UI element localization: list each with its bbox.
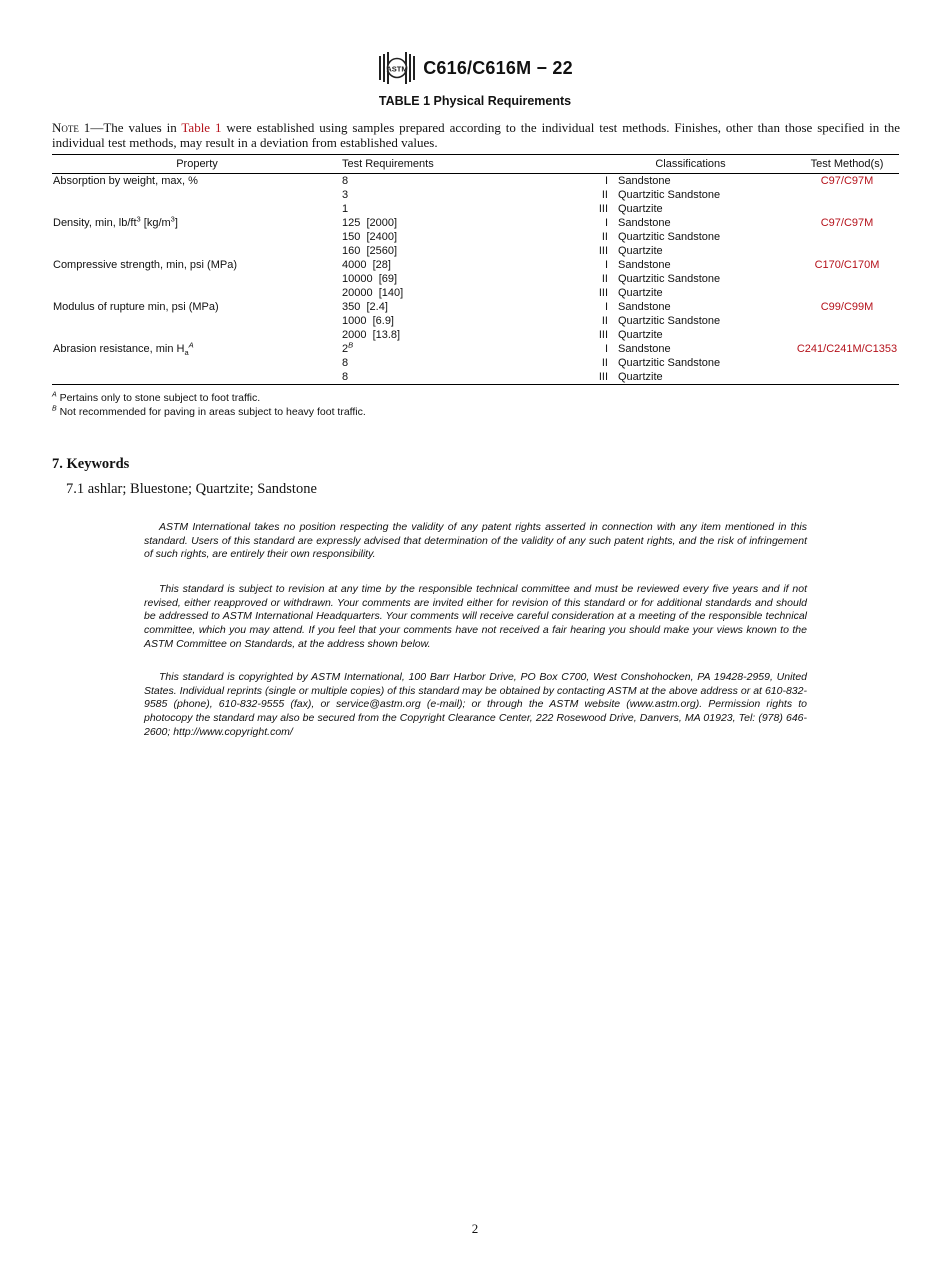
requirement-text: 2 [342,343,349,355]
cell-classification: Sandstone [618,175,671,187]
property-unit-end: ] [174,217,178,229]
cell-class-numeral: I [604,217,608,229]
cell-classification: Quartzitic Sandstone [618,357,721,369]
cell-class-numeral: III [598,203,608,215]
property-text: Compressive strength, min, psi (MPa) [53,259,237,271]
property-text: Abrasion resistance, min H [53,343,185,355]
cell-class-numeral: II [601,231,608,243]
cell-class-numeral: III [598,329,608,341]
cell-class-numeral: I [604,259,608,271]
cell-class-numeral: I [604,343,608,355]
cell-requirement [342,286,586,300]
astm-logo-icon [377,50,417,86]
property-unit-superscript: 3 [170,214,175,224]
requirement-text: 1 [342,203,349,215]
cell-requirement [342,356,586,370]
cell-classification: Sandstone [618,343,671,355]
footnote-text: Pertains only to stone subject to foot traffic. [56,392,261,404]
cell-classification: Quartzite [618,203,663,215]
cell-test-method-link[interactable]: C99/C99M [820,301,874,313]
requirement-text: 125 [2000] [342,217,398,229]
footnote-b [52,405,366,419]
table-row [52,174,899,189]
cell-test-method-link[interactable]: C97/C97M [820,217,874,229]
property-unit: [kg/m [140,217,171,229]
cell-classification: Sandstone [618,301,671,313]
cell-property [52,202,342,216]
requirement-text: 20000 [140] [342,287,404,299]
table-row [52,314,899,328]
cell-property [52,272,342,286]
page-number: 2 [471,1221,479,1236]
table-row [52,230,899,244]
footnote-a [52,391,366,405]
cell-class-numeral: III [598,287,608,299]
cell-property [52,356,342,370]
legal-paragraph: This standard is subject to revision at any time by the responsible technical committee and must be reviewed every five years and if not revised, either reapproved or withdrawn. Your comments are invited either for revision of this standard or for additional standards and should be addressed to ASTM International Headquarters. Your comments will receive careful consideration at a meeting of the responsible technical committee, which you may attend. If you feel that your comments have not received a fair hearing you should make your views known to the ASTM Committee on Standards, at the address shown below. [144,583,807,650]
cell-requirement [342,174,586,189]
standard-designation: C616/C616M − 22 [423,57,573,78]
requirement-text: 8 [342,357,349,369]
cell-requirement [342,244,586,258]
cell-requirement [342,230,586,244]
cell-requirement [342,300,586,314]
cell-class-numeral: II [601,315,608,327]
note-text: were established using samples prepared according to the individual test methods. Finishes, other than those specified in the individual test methods, may result in a deviation from established values. [52,120,900,150]
cell-property [52,370,342,385]
cell-class-numeral: II [601,273,608,285]
cell-classification: Quartzitic Sandstone [618,273,721,285]
cell-classification: Sandstone [618,259,671,271]
requirement-text: 1000 [6.9] [342,315,394,327]
cell-classification: Quartzite [618,329,663,341]
cell-class-numeral: I [604,175,608,187]
cell-requirement [342,188,586,202]
cell-requirement [342,342,586,356]
cell-classification: Quartzitic Sandstone [618,189,721,201]
cell-test-method-link [795,370,899,385]
section-heading: 7. Keywords [52,456,130,472]
cell-property [52,342,342,356]
footnote-text: Not recommended for paving in areas subject to heavy foot traffic. [56,406,366,418]
cell-test-method-link [795,244,899,258]
property-text: Absorption by weight, max, % [53,175,198,187]
requirement-text: 4000 [28] [342,259,391,271]
table-row [52,202,899,216]
copyright-notice [144,671,807,740]
cell-class-numeral: I [604,301,608,313]
footnote-mark: B [52,405,57,413]
table-row [52,216,899,230]
revision-notice [144,583,807,652]
cell-requirement [342,216,586,230]
table-header-row [52,155,899,174]
cell-property [52,314,342,328]
property-text: Density, min, lb/ft [53,217,137,229]
requirement-text: 3 [342,189,349,201]
property-superscript: A [188,340,194,350]
cell-property [52,188,342,202]
cell-requirement [342,314,586,328]
table-1-link[interactable]: Table 1 [181,120,222,135]
cell-test-method-link [795,230,899,244]
property-text: Modulus of rupture min, psi (MPa) [53,301,219,313]
requirement-text: 2000 [13.8] [342,329,401,341]
cell-property [52,258,342,272]
legal-paragraph: This standard is copyrighted by ASTM International, 100 Barr Harbor Drive, PO Box C700, West Conshohocken, PA 19428-2959, United States. Individual reprints (single or multiple copies) of this standard may be obtained by contacting ASTM at the above address or at 610-832-9585 (phone), 610-832-9555 (fax), or service@astm.org (e-mail); or through the ASTM website (www.astm.org). Permission rights to photocopy the standard may also be secured from the Copyright Clearance Center, 222 Rosewood Drive, Danvers, MA 01923, Tel: (978) 646-2600; http://www.copyright.com/ [144,671,807,738]
table-row [52,258,899,272]
cell-test-method-link[interactable]: C97/C97M [820,175,874,187]
table-note [52,120,900,150]
requirement-text: 10000 [69] [342,273,398,285]
cell-classification: Quartzite [618,287,663,299]
requirement-footnote-mark: B [348,340,354,350]
table-row [52,356,899,370]
cell-property [52,328,342,342]
table-row [52,188,899,202]
cell-property [52,174,342,189]
property-superscript: 3 [136,214,141,224]
cell-test-method-link [795,272,899,286]
cell-class-numeral: II [601,189,608,201]
table-body [52,174,899,385]
table-row [52,244,899,258]
cell-class-numeral: II [601,357,608,369]
cell-property [52,216,342,230]
cell-classification: Quartzite [618,370,795,385]
requirement-text: 150 [2400] [342,231,398,243]
cell-property [52,244,342,258]
cell-test-method-link[interactable]: C241/C241M/C1353 [796,343,898,355]
physical-requirements-table [52,154,899,385]
footnote-mark: A [52,391,57,399]
table-row [52,272,899,286]
table-row [52,300,899,314]
cell-test-method-link [795,188,899,202]
cell-requirement [342,202,586,216]
cell-property [52,230,342,244]
property-subscript: a [184,348,189,358]
cell-test-method-link[interactable]: C170/C170M [814,259,880,271]
requirement-text: 160 [2560] [342,245,398,257]
table-row [52,342,899,356]
cell-classification: Quartzitic Sandstone [618,315,721,327]
table-footnotes [52,391,366,419]
requirement-text: 8 [342,175,349,187]
cell-requirement [342,328,586,342]
table-row [52,370,899,385]
cell-property [52,300,342,314]
header-classifications: Classifications [586,155,795,174]
page-header [0,48,950,88]
cell-classification: Sandstone [618,217,671,229]
header-requirements: Test Requirements [342,155,586,174]
cell-requirement [342,370,586,385]
header-property: Property [52,155,342,174]
header-methods: Test Method(s) [795,155,899,174]
requirement-text: 350 [2.4] [342,301,388,313]
note-dash: —The values in [90,120,182,135]
cell-class-numeral: III [598,245,608,257]
cell-test-method-link [795,286,899,300]
patent-notice [144,521,807,562]
cell-test-method-link [795,356,899,370]
cell-requirement [342,272,586,286]
cell-test-method-link [795,328,899,342]
cell-classification: Quartzite [618,245,663,257]
note-label: Note 1 [52,120,91,135]
cell-test-method-link [795,202,899,216]
cell-classification: Quartzitic Sandstone [618,231,721,243]
table-title: TABLE 1 Physical Requirements [378,94,572,108]
requirement-text: 8 [342,371,349,383]
table-row [52,328,899,342]
table-row [52,286,899,300]
logo-text: ASTM [386,64,408,74]
cell-property [52,286,342,300]
section-text: 7.1 ashlar; Bluestone; Quartzite; Sandstone [66,481,317,497]
cell-class-numeral: III [586,370,618,385]
cell-test-method-link [795,314,899,328]
legal-paragraph: ASTM International takes no position respecting the validity of any patent rights asserted in connection with any item mentioned in this standard. Users of this standard are expressly advised that determination of the validity of any such patent rights, and the risk of infringement of such rights, are entirely their own responsibility. [144,521,807,561]
cell-requirement [342,258,586,272]
